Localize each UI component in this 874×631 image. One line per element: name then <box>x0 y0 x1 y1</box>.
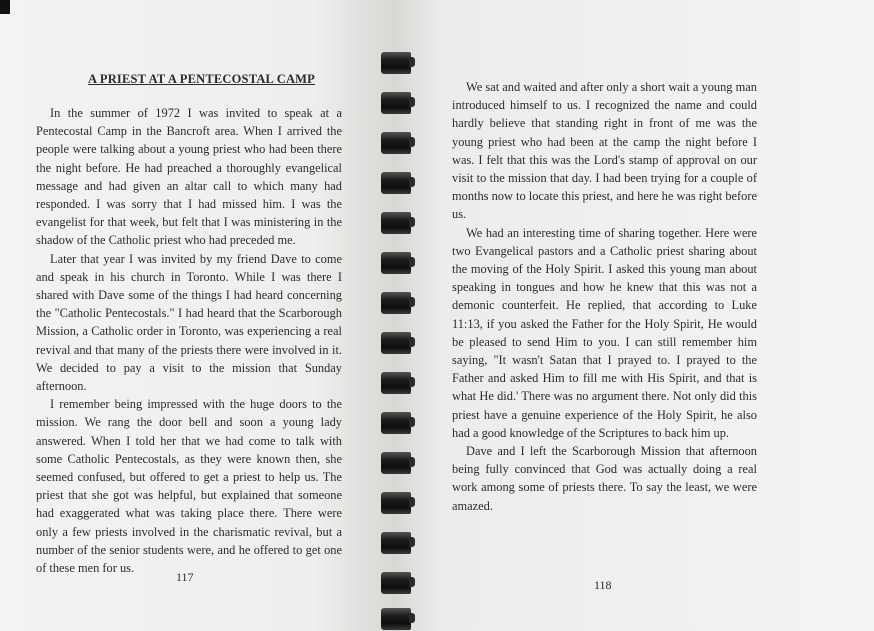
paragraph: Dave and I left the Scarborough Mission that afternoon being fully convinced that God was actually doing a real work among some of priests there. To say the least, we were amazed. <box>452 444 757 513</box>
binding-ring <box>381 52 411 74</box>
page-number-right: 118 <box>594 578 612 592</box>
paragraph: In the summer of 1972 I was invited to speak at a Pentecostal Camp in the Bancroft area. When I arrived the people were talking about a young priest who had been there the night before. He had preached a thoroughly evangelical message and had given an altar call to which many had responded. I was sorry that I had missed him. I was the evangelist for that week, but felt that I was ministering in the shadow of the Catholic priest who had preceded me. <box>36 106 342 248</box>
binding-ring <box>381 332 411 354</box>
page-title: A PRIEST AT A PENTECOSTAL CAMP <box>88 72 316 86</box>
paragraph: I remember being impressed with the huge doors to the mission. We rang the door bell and soon a young lady answered. When I told her that we had come to talk with some Catholic Pentecostals, as they were known then, she seemed confused, but offered to get a priest to help us. The priest that she got was helpful, but explained that someone had exaggerated what was taking place there. There were only a few priests involved in the charismatic revival, but a number of the senior students were, and he offered to get one of these men for us. <box>36 397 342 576</box>
paragraph: Later that year I was invited by my friend Dave to come and speak in his church in Toronto. While I was there I shared with Dave some of the things I had heard concerning the "Catholic Pentecostals." I had heard that the Scarborough Mission, a Catholic order in Toronto, was experiencing a real revival and that many of the priests there were involved in it. We decided to pay a visit to the mission that Sunday afternoon. <box>36 251 342 394</box>
paragraph: We sat and waited and after only a short wait a young man introduced himself to us. I recognized the name and could hardly believe that standing right in front of me was the young priest who had been at the camp the night before I was. I felt that this was the Lord's stamp of approval on our visit to the mission that day. I had been trying for a couple of months now to locate this priest, and here he was right before us. <box>452 80 757 222</box>
spiral-binding <box>378 30 412 631</box>
binding-ring <box>381 172 411 194</box>
right-text-column <box>452 78 757 515</box>
binding-ring <box>381 372 411 394</box>
binding-ring <box>381 572 411 594</box>
left-page <box>0 0 392 631</box>
binding-ring <box>381 532 411 554</box>
binding-ring <box>381 292 411 314</box>
binding-ring <box>381 452 411 474</box>
binding-ring <box>381 412 411 434</box>
paragraph: We had an interesting time of sharing together. Here were two Evangelical pastors and a Catholic priest sharing about the moving of the Holy Spirit. I asked this young man about speaking in tongues and how he knew that this was not a demonic counterfeit. He replied, that according to Luke 11:13, if you asked the Father for the Holy Spirit, He would be pleased to send Him to you. I can still remember him saying, "It wasn't Satan that I prayed to. I prayed to the Father and asked Him to fill me with His Spirit, and that is what He did.' There was no argument there. Not only did this priest have a genuine experience of the Holy Spirit, he also had a good knowledge of the Scriptures to back him up. <box>452 225 757 440</box>
binding-ring <box>381 608 411 630</box>
binding-ring <box>381 92 411 114</box>
corner-mark <box>0 0 10 14</box>
binding-ring <box>381 252 411 274</box>
binding-ring <box>381 212 411 234</box>
binding-ring <box>381 132 411 154</box>
page-number-left: 117 <box>176 570 194 584</box>
left-text-column <box>36 104 342 577</box>
binding-ring <box>381 492 411 514</box>
